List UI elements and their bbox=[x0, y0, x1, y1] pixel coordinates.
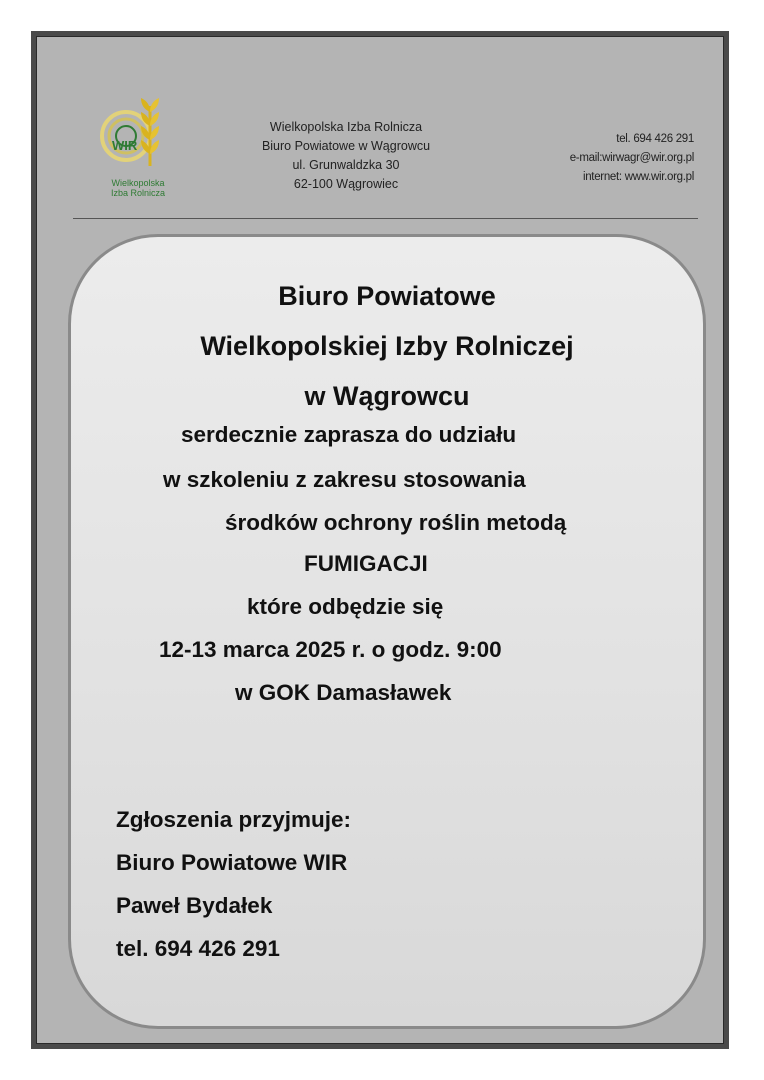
contact-website: internet: www.wir.org.pl bbox=[582, 171, 694, 183]
title-line-2: Wielkopolskiej Izby Rolniczej bbox=[200, 331, 574, 361]
header-divider bbox=[73, 218, 698, 219]
contact-email: e-mail:wirwagr@wir.org.pl bbox=[569, 152, 694, 164]
logo-text: WIR bbox=[112, 138, 138, 153]
logo-caption-line1: Wielkopolska bbox=[111, 178, 165, 188]
invite-line-5: które odbędzie się bbox=[247, 594, 444, 619]
event-date: 12-13 marca 2025 r. o godz. 9:00 bbox=[159, 637, 502, 662]
invite-line-3: środków ochrony roślin metodą bbox=[225, 510, 567, 535]
logo-caption-line2: Izba Rolnicza bbox=[110, 188, 166, 198]
registration-person: Paweł Bydałek bbox=[116, 893, 273, 918]
title-line-1: Biuro Powiatowe bbox=[278, 281, 496, 311]
wheat-logo-icon bbox=[98, 94, 178, 204]
org-city: 62-100 Wągrowiec bbox=[293, 177, 399, 191]
registration-phone: tel. 694 426 291 bbox=[116, 936, 280, 961]
contact-phone: tel. 694 426 291 bbox=[616, 133, 694, 145]
title-line-3: w Wągrowcu bbox=[304, 381, 470, 411]
invite-topic: FUMIGACJI bbox=[304, 551, 428, 576]
invitation-card bbox=[68, 234, 706, 1029]
contact-info bbox=[464, 130, 694, 187]
org-name: Wielkopolska Izba Rolnicza bbox=[269, 120, 423, 134]
logo-caption bbox=[98, 178, 178, 198]
registration-office: Biuro Powiatowe WIR bbox=[116, 850, 348, 875]
event-place: w GOK Damasławek bbox=[235, 680, 452, 705]
org-office: Biuro Powiatowe w Wągrowcu bbox=[261, 139, 431, 153]
org-street: ul. Grunwaldzka 30 bbox=[292, 158, 400, 172]
organization-address bbox=[241, 118, 451, 194]
invite-line-1: serdecznie zaprasza do udziału bbox=[181, 422, 517, 447]
invite-line-2: w szkoleniu z zakresu stosowania bbox=[163, 467, 526, 492]
flyer-page bbox=[31, 31, 729, 1049]
registration-label: Zgłoszenia przyjmuje: bbox=[116, 807, 352, 832]
